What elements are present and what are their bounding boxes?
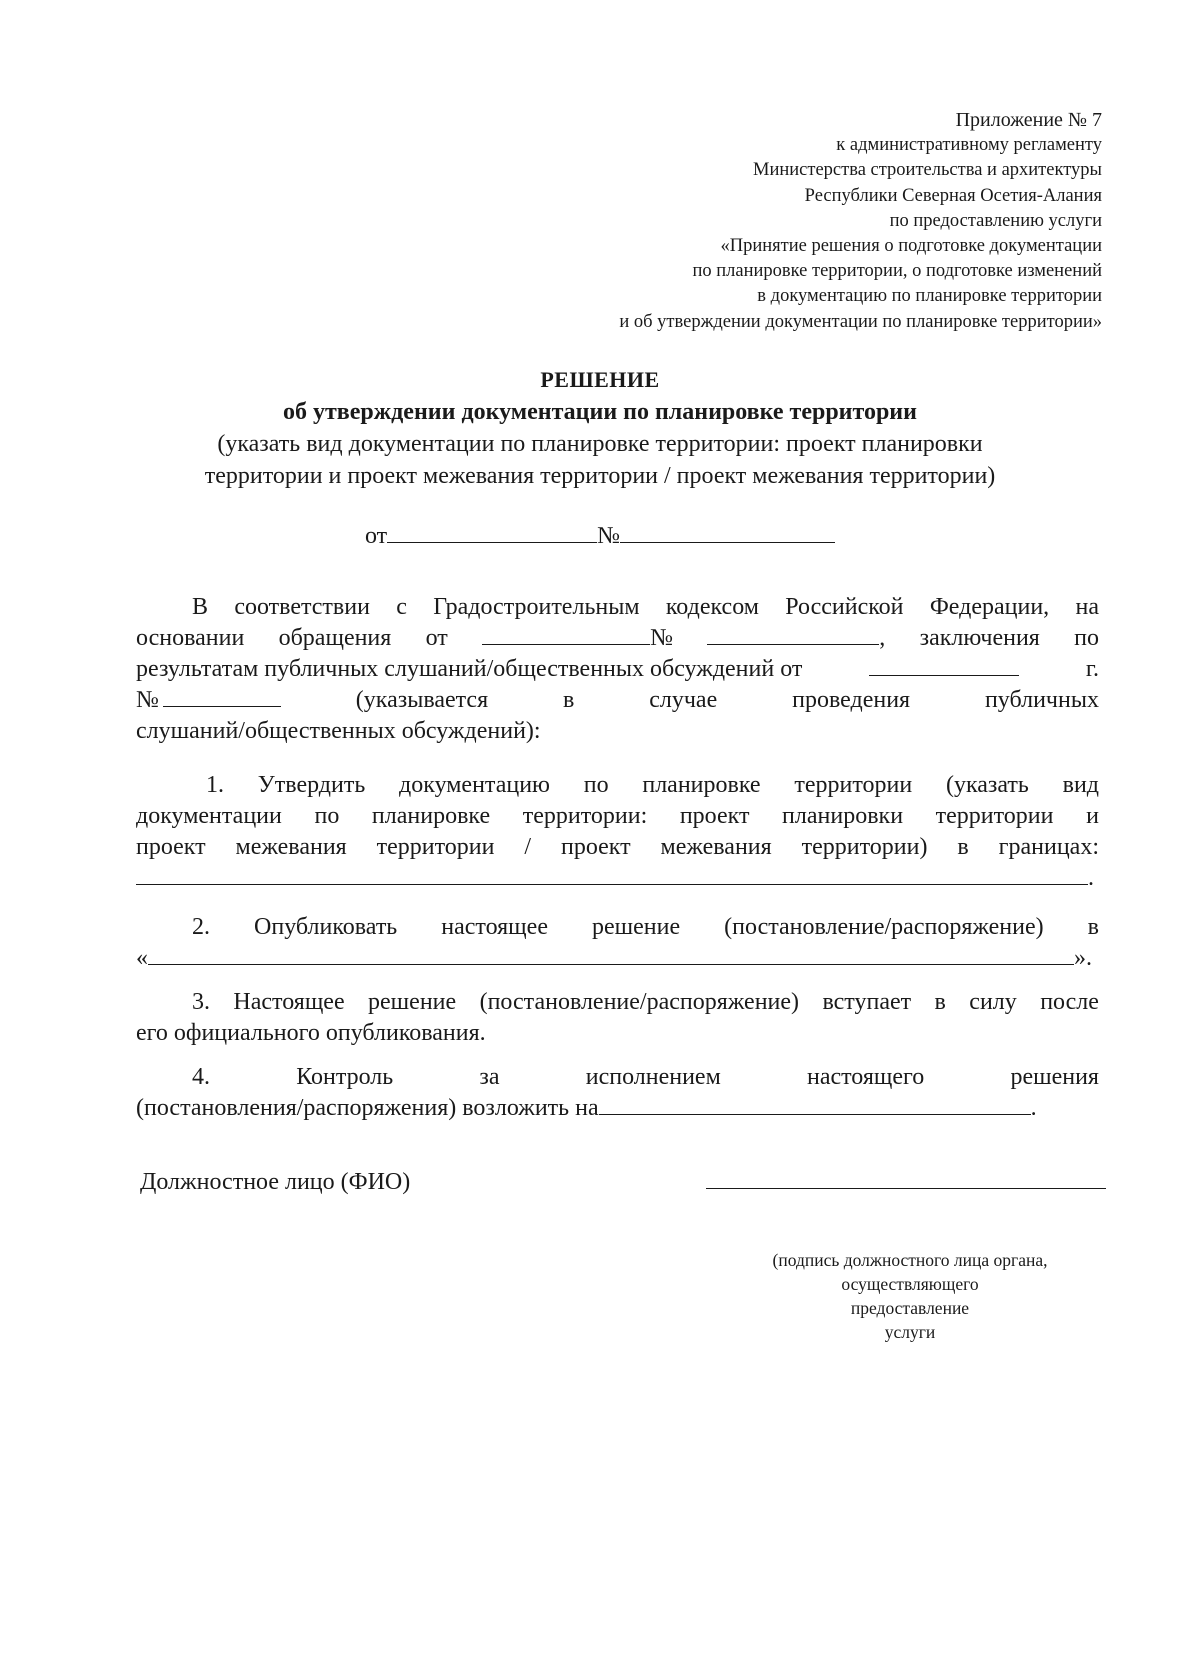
word: (указывается bbox=[355, 687, 489, 713]
word: от bbox=[425, 625, 448, 651]
word: границах: bbox=[998, 834, 1099, 860]
word: Утвердить bbox=[257, 772, 366, 798]
number-sign: № bbox=[136, 687, 159, 713]
word: проведения bbox=[792, 687, 911, 713]
document-title: РЕШЕНИЕ bbox=[540, 367, 660, 392]
date-label: от bbox=[364, 523, 388, 549]
word: планировке bbox=[371, 803, 491, 829]
appendix-header bbox=[462, 108, 1102, 335]
word: В bbox=[192, 594, 209, 620]
word: в bbox=[1087, 914, 1099, 940]
word: Российской bbox=[785, 594, 904, 620]
preamble-paragraph bbox=[136, 592, 1099, 747]
word: в bbox=[934, 989, 946, 1015]
text-line bbox=[136, 987, 1099, 1018]
word: силу bbox=[969, 989, 1017, 1015]
word: планировки bbox=[782, 803, 904, 829]
word: межевания bbox=[660, 834, 772, 860]
decision-date-number-line bbox=[0, 520, 1200, 550]
close-quote: ». bbox=[1074, 945, 1092, 971]
phrase: его официального опубликования. bbox=[136, 1020, 486, 1046]
document-subtitle: об утверждении документации по планировке территории bbox=[283, 399, 917, 425]
signature-blank[interactable] bbox=[706, 1168, 1106, 1189]
open-quote: « bbox=[136, 945, 148, 971]
publication-blank[interactable] bbox=[148, 944, 1074, 965]
word: с bbox=[396, 594, 407, 620]
caption-line: услуги bbox=[884, 1322, 936, 1342]
word: в bbox=[563, 687, 575, 713]
word: основании bbox=[136, 625, 245, 651]
word: 2. bbox=[192, 914, 210, 940]
date-blank[interactable] bbox=[387, 520, 597, 543]
word: настоящее bbox=[441, 914, 548, 940]
text-line bbox=[136, 592, 1099, 623]
word: документации bbox=[136, 803, 282, 829]
phrase: слушаний/общественных обсуждений): bbox=[136, 718, 541, 744]
hearing-number-blank[interactable] bbox=[163, 686, 281, 707]
text-line bbox=[136, 943, 1099, 974]
text-line bbox=[136, 716, 1099, 747]
word: (постановление/распоряжение) bbox=[479, 989, 800, 1015]
document-heading bbox=[0, 364, 1200, 492]
word: решение bbox=[592, 914, 681, 940]
word: настоящего bbox=[806, 1064, 925, 1090]
word: исполнением bbox=[585, 1064, 721, 1090]
boundaries-blank[interactable] bbox=[136, 864, 1088, 885]
word: территории bbox=[794, 772, 913, 798]
text-line bbox=[136, 770, 1099, 801]
caption-line: (подпись должностного лица органа, bbox=[772, 1250, 1048, 1270]
signature-caption bbox=[710, 1248, 1110, 1344]
word: Опубликовать bbox=[254, 914, 398, 940]
text-line bbox=[136, 832, 1099, 863]
official-label: Должностное лицо (ФИО) bbox=[140, 1169, 411, 1195]
word: решения bbox=[1010, 1064, 1099, 1090]
number-label: № bbox=[597, 523, 621, 549]
word: территории bbox=[935, 803, 1054, 829]
word: соответствии bbox=[234, 594, 370, 620]
word: Федерации, bbox=[929, 594, 1050, 620]
word: случае bbox=[649, 687, 718, 713]
appendix-line: «Принятие решения о подготовке документации bbox=[720, 236, 1102, 257]
item-2-paragraph bbox=[136, 912, 1099, 974]
word: 1. bbox=[206, 772, 224, 798]
word: вступает bbox=[822, 989, 912, 1015]
appendix-line: в документацию по планировке территории bbox=[757, 286, 1102, 307]
responsible-person-blank[interactable] bbox=[599, 1094, 1031, 1115]
period: . bbox=[1088, 865, 1094, 891]
word: Настоящее bbox=[233, 989, 345, 1015]
appendix-line: Республики Северная Осетия-Алания bbox=[804, 185, 1102, 206]
signature-row bbox=[140, 1168, 1106, 1196]
word: вид bbox=[1062, 772, 1099, 798]
word: планировке bbox=[642, 772, 761, 798]
appendix-line: по предоставлению услуги bbox=[889, 210, 1102, 231]
number-blank[interactable] bbox=[620, 520, 835, 543]
hearing-date-blank[interactable] bbox=[869, 655, 1019, 676]
word: заключения bbox=[919, 625, 1040, 651]
period: . bbox=[1030, 1095, 1037, 1121]
word: (постановление/распоряжение) bbox=[724, 914, 1044, 940]
word: Контроль bbox=[296, 1064, 394, 1090]
word: проект bbox=[679, 803, 750, 829]
word: документацию bbox=[399, 772, 550, 798]
word: по bbox=[1074, 625, 1099, 651]
word: 4. bbox=[192, 1064, 210, 1090]
text-line bbox=[136, 685, 1099, 716]
word: по bbox=[314, 803, 340, 829]
appeal-number-blank[interactable] bbox=[707, 624, 879, 645]
text-line bbox=[136, 623, 1099, 654]
comma: , bbox=[879, 625, 886, 651]
word: после bbox=[1040, 989, 1099, 1015]
appendix-line: и об утверждении документации по планировке территории» bbox=[619, 311, 1102, 332]
word: проект bbox=[560, 834, 631, 860]
appendix-number: Приложение № 7 bbox=[955, 109, 1102, 131]
item-4-paragraph bbox=[136, 1062, 1099, 1124]
word: 3. bbox=[192, 989, 210, 1015]
word: в bbox=[957, 834, 969, 860]
word: межевания bbox=[235, 834, 347, 860]
word: решение bbox=[368, 989, 457, 1015]
text-line bbox=[136, 912, 1099, 943]
word: (указать bbox=[945, 772, 1029, 798]
text-line bbox=[136, 1093, 1099, 1124]
text-line bbox=[136, 863, 1099, 894]
word: Градостроительным bbox=[433, 594, 640, 620]
appendix-line: по планировке территории, о подготовке изменений bbox=[692, 261, 1102, 282]
document-note: (указать вид документации по планировке территории: проект планировки bbox=[217, 431, 983, 457]
word: за bbox=[479, 1064, 500, 1090]
word: территории bbox=[376, 834, 495, 860]
word: обращения bbox=[278, 625, 392, 651]
text-line bbox=[136, 801, 1099, 832]
word: территории) bbox=[801, 834, 928, 860]
number-sign: № bbox=[650, 625, 673, 651]
word: по bbox=[583, 772, 609, 798]
year-abbrev: г. bbox=[1085, 656, 1099, 682]
text-line bbox=[136, 1062, 1099, 1093]
item-1-paragraph bbox=[136, 770, 1099, 894]
word: и bbox=[1086, 803, 1099, 829]
caption-line: осуществляющего bbox=[841, 1274, 979, 1294]
word: публичных bbox=[984, 687, 1099, 713]
phrase: результатам публичных слушаний/общественных обсуждений от bbox=[136, 656, 803, 682]
text-line bbox=[136, 654, 1099, 685]
word: проект bbox=[136, 834, 206, 860]
item-3-paragraph bbox=[136, 987, 1099, 1049]
text-line bbox=[136, 1018, 1099, 1049]
document-note: территории и проект межевания территории / проект межевания территории) bbox=[204, 463, 996, 489]
word: / bbox=[524, 834, 532, 860]
phrase: (постановления/распоряжения) возложить на bbox=[136, 1095, 599, 1121]
appeal-date-blank[interactable] bbox=[482, 624, 650, 645]
appendix-line: к административному регламенту bbox=[836, 135, 1102, 156]
appendix-line: Министерства строительства и архитектуры bbox=[753, 160, 1102, 181]
word: кодексом bbox=[665, 594, 759, 620]
word: территории: bbox=[522, 803, 648, 829]
word: на bbox=[1075, 594, 1099, 620]
caption-line: предоставление bbox=[850, 1298, 970, 1318]
